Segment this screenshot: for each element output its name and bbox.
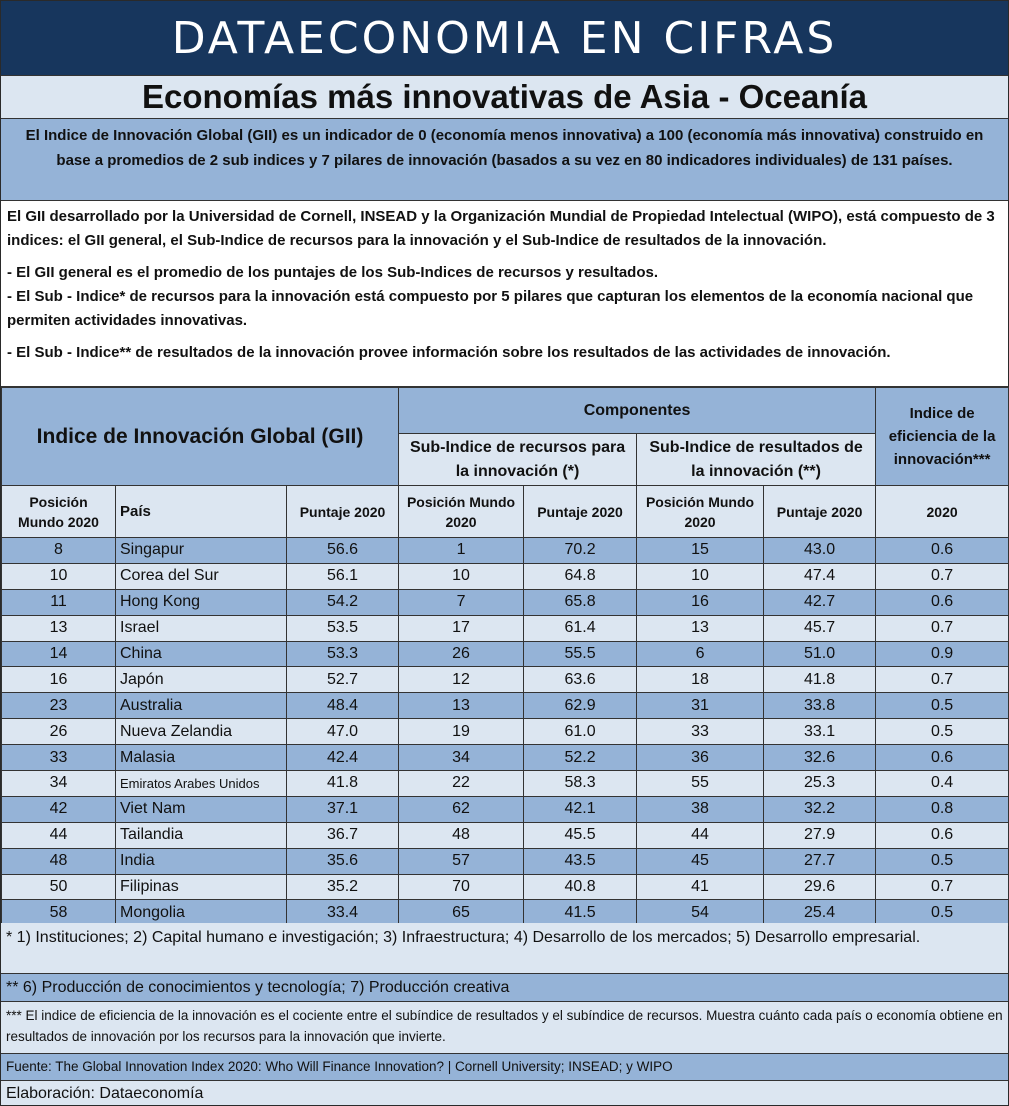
- cell-efficiency: 0.7: [876, 563, 1009, 589]
- cell-score: 42.4: [287, 745, 399, 771]
- col-header-position: Posición Mundo 2020: [2, 486, 116, 538]
- intro-text: El Indice de Innovación Global (GII) es un indicador de 0 (economía menos innovativa) a 100 (economía más innovativa) construido en base a promedios de 2 sub indices y 7 pilares de innovación (basados a su vez en 80 indicadores individuales) de 131 países.: [1, 119, 1008, 201]
- cell-efficiency: 0.7: [876, 874, 1009, 900]
- cell-outputs-position: 44: [637, 822, 764, 848]
- table-row: [2, 538, 1009, 564]
- credit-note: Elaboración: Dataeconomía: [1, 1081, 1008, 1105]
- cell-inputs-score: 64.8: [524, 563, 637, 589]
- table-row: [2, 615, 1009, 641]
- col-header-score: Puntaje 2020: [287, 486, 399, 538]
- cell-outputs-score: 27.9: [764, 822, 876, 848]
- cell-country: Australia: [116, 693, 287, 719]
- cell-country: Mongolia: [116, 900, 287, 926]
- footnote-efficiency: *** El indice de eficiencia de la innovación es el cociente entre el subíndice de resultados y el subíndice de recursos. Muestra cuánto cada país o economía obtiene en resultados de innovación por los recursos para la innovación que invierte.: [1, 1002, 1008, 1054]
- cell-outputs-position: 6: [637, 641, 764, 667]
- cell-position: 11: [2, 589, 116, 615]
- explain-bullet: - El Sub - Indice* de recursos para la innovación está compuesto por 5 pilares que capturan los elementos de la economía nacional que permiten actividades innovativas.: [7, 288, 974, 329]
- table-body: [2, 538, 1009, 926]
- cell-score: 54.2: [287, 589, 399, 615]
- col-header-outputs-score: Puntaje 2020: [764, 486, 876, 538]
- cell-outputs-position: 54: [637, 900, 764, 926]
- cell-outputs-position: 13: [637, 615, 764, 641]
- cell-efficiency: 0.6: [876, 538, 1009, 564]
- gii-table: [1, 387, 1009, 926]
- cell-inputs-score: 42.1: [524, 796, 637, 822]
- cell-inputs-score: 61.0: [524, 719, 637, 745]
- outputs-subindex-header: Sub-Indice de resultados de la innovación (**): [637, 434, 876, 486]
- cell-outputs-score: 41.8: [764, 667, 876, 693]
- cell-efficiency: 0.6: [876, 745, 1009, 771]
- cell-position: 34: [2, 771, 116, 797]
- cell-score: 56.1: [287, 563, 399, 589]
- table-row: [2, 693, 1009, 719]
- cell-efficiency: 0.9: [876, 641, 1009, 667]
- cell-outputs-score: 43.0: [764, 538, 876, 564]
- cell-inputs-position: 65: [399, 900, 524, 926]
- explanation-block: [1, 201, 1008, 387]
- col-header-efficiency: 2020: [876, 486, 1009, 538]
- cell-country: Viet Nam: [116, 796, 287, 822]
- cell-position: 58: [2, 900, 116, 926]
- cell-outputs-score: 29.6: [764, 874, 876, 900]
- cell-position: 33: [2, 745, 116, 771]
- cell-score: 36.7: [287, 822, 399, 848]
- cell-inputs-score: 61.4: [524, 615, 637, 641]
- cell-outputs-position: 31: [637, 693, 764, 719]
- cell-outputs-position: 36: [637, 745, 764, 771]
- cell-outputs-score: 42.7: [764, 589, 876, 615]
- cell-position: 16: [2, 667, 116, 693]
- table-row: [2, 563, 1009, 589]
- cell-outputs-score: 45.7: [764, 615, 876, 641]
- cell-country: Singapur: [116, 538, 287, 564]
- cell-efficiency: 0.6: [876, 822, 1009, 848]
- cell-efficiency: 0.7: [876, 615, 1009, 641]
- cell-country: Tailandia: [116, 822, 287, 848]
- cell-inputs-position: 26: [399, 641, 524, 667]
- cell-country: India: [116, 848, 287, 874]
- cell-efficiency: 0.6: [876, 589, 1009, 615]
- table-row: [2, 822, 1009, 848]
- cell-inputs-position: 12: [399, 667, 524, 693]
- cell-inputs-position: 48: [399, 822, 524, 848]
- cell-inputs-position: 19: [399, 719, 524, 745]
- efficiency-header: Indice de eficiencia de la innovación***: [876, 388, 1009, 486]
- cell-inputs-position: 34: [399, 745, 524, 771]
- cell-efficiency: 0.4: [876, 771, 1009, 797]
- table-row: [2, 745, 1009, 771]
- cell-outputs-position: 41: [637, 874, 764, 900]
- cell-efficiency: 0.8: [876, 796, 1009, 822]
- cell-outputs-score: 47.4: [764, 563, 876, 589]
- cell-efficiency: 0.5: [876, 900, 1009, 926]
- cell-outputs-position: 16: [637, 589, 764, 615]
- cell-outputs-position: 38: [637, 796, 764, 822]
- cell-country: China: [116, 641, 287, 667]
- cell-inputs-position: 57: [399, 848, 524, 874]
- cell-inputs-position: 62: [399, 796, 524, 822]
- cell-country: Malasia: [116, 745, 287, 771]
- cell-inputs-score: 65.8: [524, 589, 637, 615]
- col-header-outputs-position: Posición Mundo 2020: [637, 486, 764, 538]
- banner-title: DATAECONOMIA EN CIFRAS: [1, 1, 1008, 75]
- table-row: [2, 848, 1009, 874]
- col-header-inputs-score: Puntaje 2020: [524, 486, 637, 538]
- col-header-inputs-position: Posición Mundo 2020: [399, 486, 524, 538]
- cell-outputs-score: 33.8: [764, 693, 876, 719]
- cell-inputs-score: 41.5: [524, 900, 637, 926]
- cell-inputs-position: 70: [399, 874, 524, 900]
- cell-inputs-position: 13: [399, 693, 524, 719]
- cell-position: 23: [2, 693, 116, 719]
- cell-inputs-position: 17: [399, 615, 524, 641]
- cell-country: Israel: [116, 615, 287, 641]
- cell-outputs-position: 18: [637, 667, 764, 693]
- cell-inputs-score: 70.2: [524, 538, 637, 564]
- explain-bullet: - El GII general es el promedio de los puntajes de los Sub-Indices de recursos y resultados.: [7, 264, 659, 281]
- cell-position: 50: [2, 874, 116, 900]
- cell-position: 8: [2, 538, 116, 564]
- table-row: [2, 771, 1009, 797]
- cell-inputs-score: 62.9: [524, 693, 637, 719]
- cell-score: 53.5: [287, 615, 399, 641]
- cell-inputs-position: 10: [399, 563, 524, 589]
- footnotes: [1, 923, 1008, 1105]
- cell-country: Hong Kong: [116, 589, 287, 615]
- cell-outputs-score: 27.7: [764, 848, 876, 874]
- source-note: Fuente: The Global Innovation Index 2020: Who Will Finance Innovation? | Cornell University; INSEAD; y WIPO: [1, 1054, 1008, 1081]
- cell-position: 48: [2, 848, 116, 874]
- table-row: [2, 667, 1009, 693]
- cell-country: Emiratos Arabes Unidos: [116, 771, 287, 797]
- cell-outputs-position: 33: [637, 719, 764, 745]
- cell-inputs-score: 58.3: [524, 771, 637, 797]
- table-row: [2, 796, 1009, 822]
- col-header-country: País: [116, 486, 287, 538]
- footnote-outputs: ** 6) Producción de conocimientos y tecnología; 7) Producción creativa: [1, 974, 1008, 1002]
- cell-efficiency: 0.5: [876, 693, 1009, 719]
- cell-score: 35.2: [287, 874, 399, 900]
- cell-score: 56.6: [287, 538, 399, 564]
- cell-inputs-position: 1: [399, 538, 524, 564]
- cell-score: 35.6: [287, 848, 399, 874]
- cell-outputs-position: 10: [637, 563, 764, 589]
- components-header: Componentes: [399, 388, 876, 434]
- cell-score: 52.7: [287, 667, 399, 693]
- cell-outputs-position: 15: [637, 538, 764, 564]
- table-row: [2, 641, 1009, 667]
- cell-outputs-position: 55: [637, 771, 764, 797]
- cell-outputs-score: 51.0: [764, 641, 876, 667]
- cell-inputs-score: 63.6: [524, 667, 637, 693]
- footnote-inputs: * 1) Instituciones; 2) Capital humano e investigación; 3) Infraestructura; 4) Desarrollo de los mercados; 5) Desarrollo empresarial.: [1, 923, 1008, 974]
- cell-position: 26: [2, 719, 116, 745]
- cell-position: 14: [2, 641, 116, 667]
- cell-score: 41.8: [287, 771, 399, 797]
- cell-position: 44: [2, 822, 116, 848]
- cell-position: 42: [2, 796, 116, 822]
- cell-country: Corea del Sur: [116, 563, 287, 589]
- cell-inputs-score: 55.5: [524, 641, 637, 667]
- cell-inputs-position: 22: [399, 771, 524, 797]
- cell-country: Japón: [116, 667, 287, 693]
- cell-country: Filipinas: [116, 874, 287, 900]
- cell-country: Nueva Zelandia: [116, 719, 287, 745]
- cell-outputs-score: 25.4: [764, 900, 876, 926]
- cell-position: 10: [2, 563, 116, 589]
- cell-inputs-score: 45.5: [524, 822, 637, 848]
- cell-efficiency: 0.5: [876, 848, 1009, 874]
- cell-outputs-score: 32.6: [764, 745, 876, 771]
- page-title: Economías más innovativas de Asia - Oceanía: [1, 75, 1008, 119]
- cell-efficiency: 0.5: [876, 719, 1009, 745]
- cell-inputs-score: 43.5: [524, 848, 637, 874]
- cell-score: 48.4: [287, 693, 399, 719]
- cell-outputs-score: 32.2: [764, 796, 876, 822]
- table-row: [2, 719, 1009, 745]
- cell-outputs-score: 33.1: [764, 719, 876, 745]
- cell-score: 37.1: [287, 796, 399, 822]
- cell-inputs-score: 40.8: [524, 874, 637, 900]
- explain-paragraph: El GII desarrollado por la Universidad de Cornell, INSEAD y la Organización Mundial de Propiedad Intelectual (WIPO), está compuesto de 3 indices: el GII general, el Sub-Indice de recursos para la innovación y el Sub-Indice de resultados de la innovación.: [7, 208, 995, 249]
- table-row: [2, 589, 1009, 615]
- cell-score: 53.3: [287, 641, 399, 667]
- cell-outputs-position: 45: [637, 848, 764, 874]
- gii-header: Indice de Innovación Global (GII): [2, 388, 399, 486]
- table-row: [2, 874, 1009, 900]
- inputs-subindex-header: Sub-Indice de recursos para la innovación (*): [399, 434, 637, 486]
- cell-score: 47.0: [287, 719, 399, 745]
- explain-bullet: - El Sub - Indice** de resultados de la innovación provee información sobre los resultados de las actividades de innovación.: [7, 344, 891, 361]
- cell-position: 13: [2, 615, 116, 641]
- cell-efficiency: 0.7: [876, 667, 1009, 693]
- cell-score: 33.4: [287, 900, 399, 926]
- cell-outputs-score: 25.3: [764, 771, 876, 797]
- cell-inputs-position: 7: [399, 589, 524, 615]
- cell-inputs-score: 52.2: [524, 745, 637, 771]
- table-row: [2, 900, 1009, 926]
